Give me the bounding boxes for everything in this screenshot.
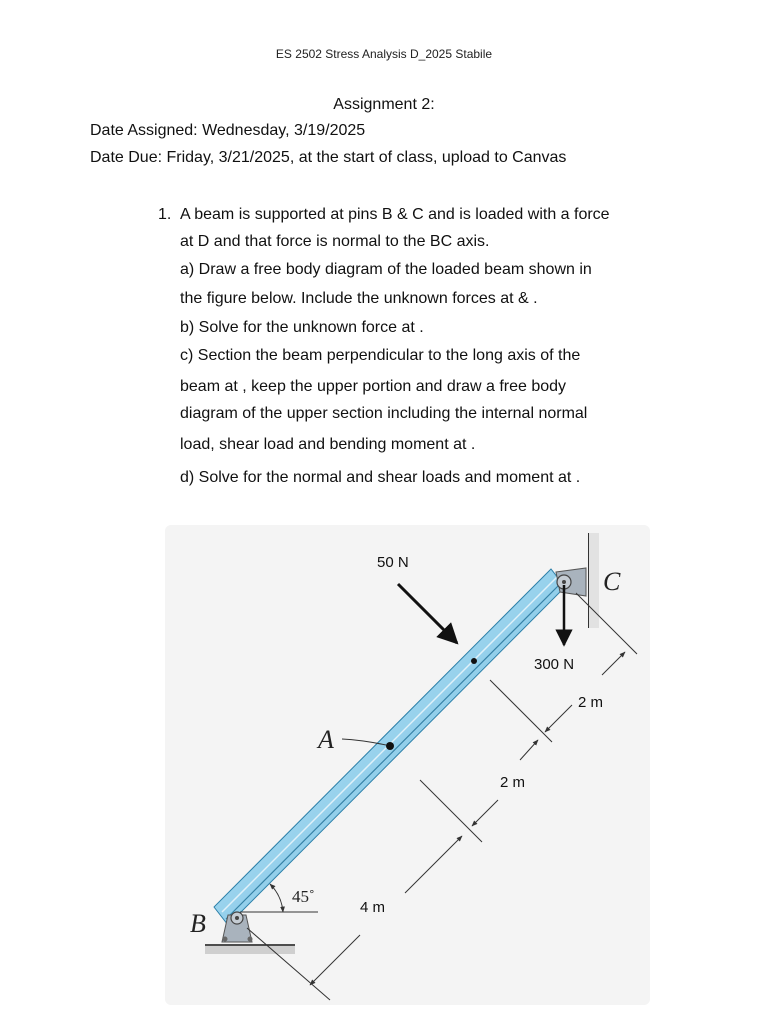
date-due: Date Due: Friday, 3/21/2025, at the start of class, upload to Canvas <box>90 149 567 166</box>
force-300n-label: 300 N <box>534 656 575 673</box>
problem-line: d) Solve for the normal and shear loads and moment at . <box>180 469 581 486</box>
dim-bottom-label: 4 m <box>360 899 386 916</box>
point-c-label: C <box>603 567 621 596</box>
problem-line: diagram of the upper section including the internal normal <box>180 405 588 422</box>
problem-line: b) Solve for the unknown force at . <box>180 319 424 336</box>
bolt-icon <box>248 937 253 942</box>
problem-line: at D and that force is normal to the BC axis. <box>180 233 490 250</box>
assignment-title: Assignment 2: <box>333 96 435 113</box>
problem-line: load, shear load and bending moment at . <box>180 436 476 453</box>
point-d-dot <box>471 658 477 664</box>
problem-line: c) Section the beam perpendicular to the long axis of the <box>180 347 581 364</box>
problem-line: a) Draw a free body diagram of the loaded beam shown in <box>180 261 592 278</box>
problem-line: beam at , keep the upper portion and draw a free body <box>180 378 567 395</box>
bolt-icon <box>223 937 228 942</box>
beam-figure <box>160 520 680 1020</box>
force-50n-label: 50 N <box>377 554 409 571</box>
beam-diagram <box>160 520 680 1020</box>
dim-top-label: 2 m <box>578 694 604 711</box>
point-a-dot <box>386 742 394 750</box>
problem-line: the figure below. Include the unknown forces at & . <box>180 290 538 307</box>
point-b-label: B <box>190 909 206 938</box>
date-assigned: Date Assigned: Wednesday, 3/19/2025 <box>90 122 366 139</box>
problem-line: A beam is supported at pins B & C and is loaded with a force <box>180 206 610 223</box>
problem-number: 1. <box>158 206 172 223</box>
wall-hatch <box>589 533 599 628</box>
pin-b-center <box>235 916 239 920</box>
course-header: ES 2502 Stress Analysis D_2025 Stabile <box>275 47 493 61</box>
pin-c-center <box>562 580 566 584</box>
angle-label: 45˚ <box>292 887 315 906</box>
point-a-label: A <box>318 725 334 754</box>
dim-mid-label: 2 m <box>500 774 526 791</box>
